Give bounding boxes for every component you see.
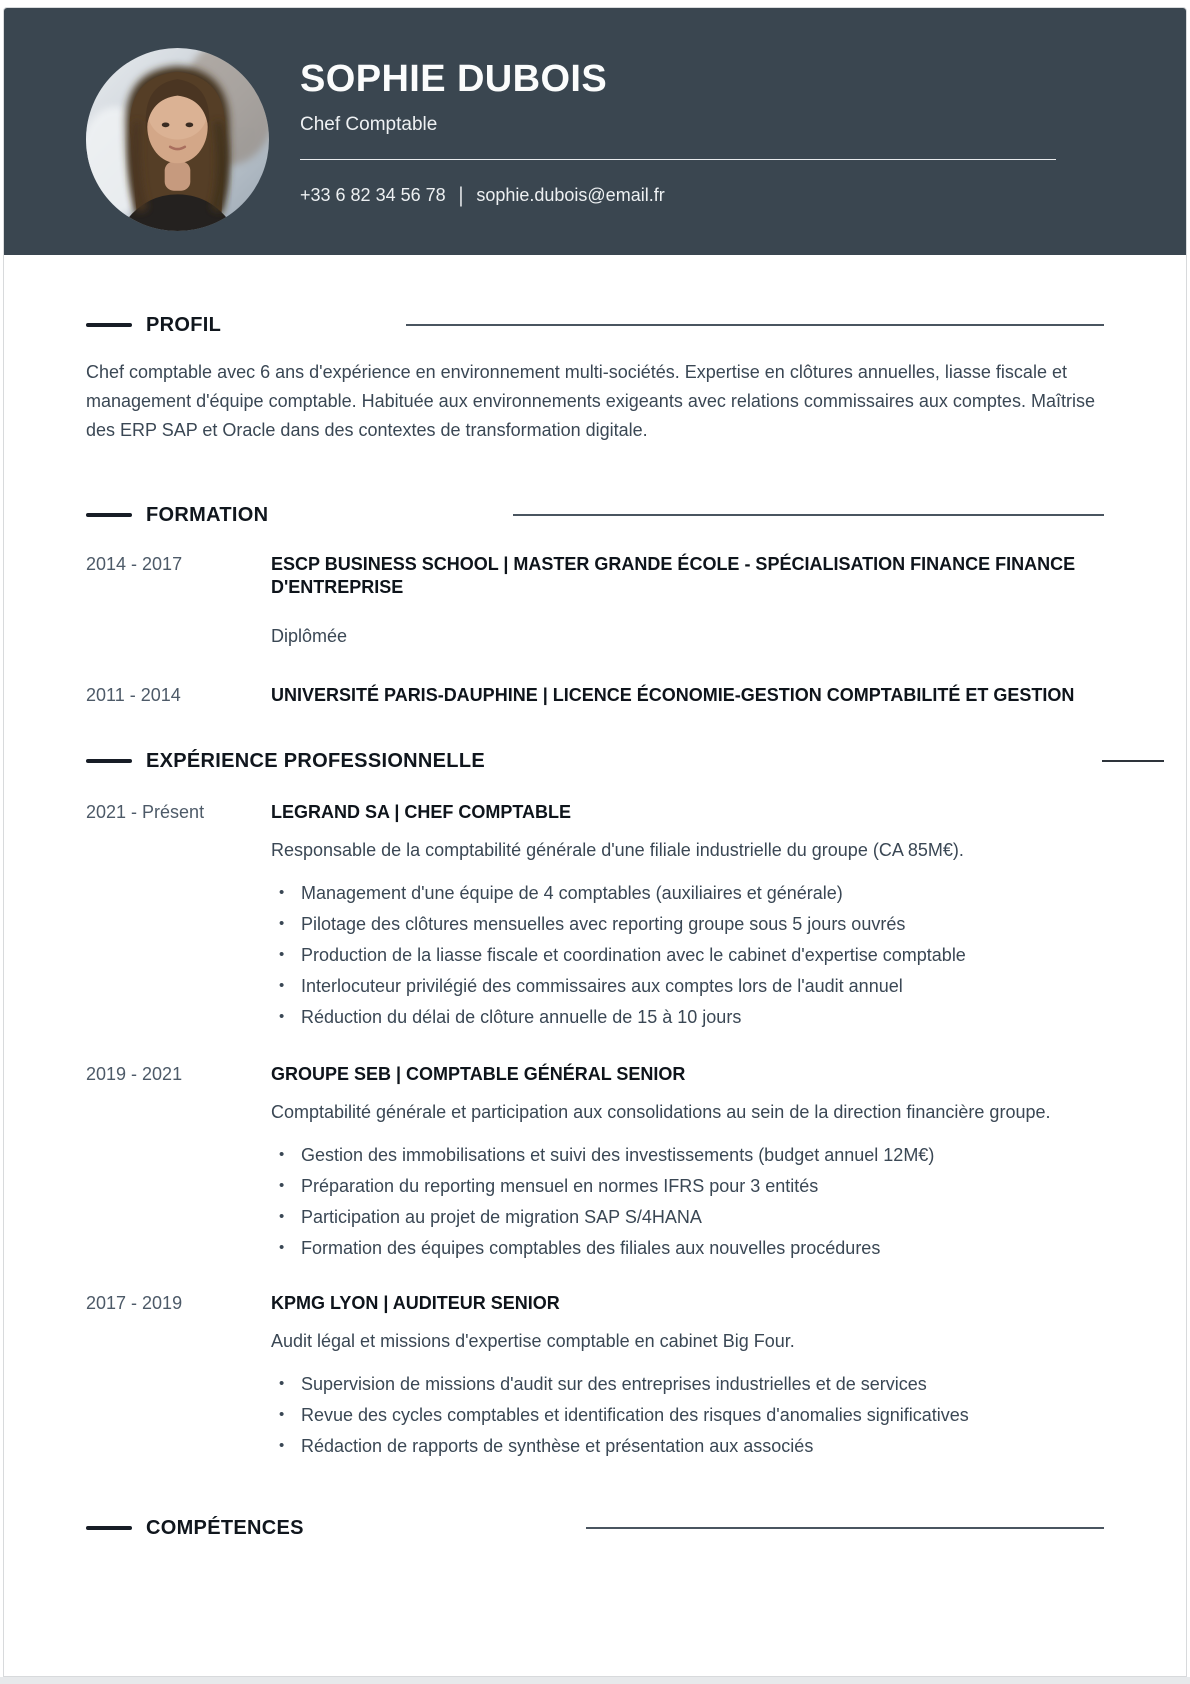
entry-body <box>271 801 1104 1032</box>
bullet-item: • Préparation du reporting mensuel en normes IFRS pour 3 entités <box>271 1172 1104 1201</box>
header-text-block <box>300 48 1104 206</box>
section-header-competences <box>86 1516 1104 1540</box>
job-bullet-list <box>271 879 1104 1032</box>
section-dash-icon <box>86 1526 132 1530</box>
job-bullet-list <box>271 1141 1104 1263</box>
entry-dates: 2014 - 2017 <box>86 554 183 574</box>
resume-body <box>4 313 1186 1540</box>
job-bullet-list <box>271 1370 1104 1461</box>
entry-body <box>271 1063 1104 1263</box>
email-address: sophie.dubois@email.fr <box>476 185 665 205</box>
section-header-formation <box>86 503 1104 527</box>
bullet-item: • Réduction du délai de clôture annuelle de 15 à 10 jours <box>271 1003 1104 1032</box>
bullet-item: • Production de la liasse fiscale et coordination avec le cabinet d'expertise comptable <box>271 941 1104 970</box>
section-header-profil <box>86 313 1104 337</box>
section-rule <box>406 324 1104 326</box>
entry-body <box>271 553 1104 648</box>
bullet-item: • Formation des équipes comptables des filiales aux nouvelles procédures <box>271 1234 1104 1263</box>
section-header-experience <box>86 749 1104 773</box>
degree-title: UNIVERSITÉ PARIS-DAUPHINE | LICENCE ÉCONOMIE-GESTION COMPTABILITÉ ET GESTION <box>271 685 1075 705</box>
formation-entry <box>86 553 1104 648</box>
section-rule <box>586 1527 1104 1529</box>
bullet-item: • Management d'une équipe de 4 comptables (auxiliaires et générale) <box>271 879 1104 908</box>
bullet-item: • Rédaction de rapports de synthèse et présentation aux associés <box>271 1432 1104 1461</box>
job-title-line: LEGRAND SA | CHEF COMPTABLE <box>271 802 572 822</box>
entry-dates: 2011 - 2014 <box>86 685 181 705</box>
candidate-job-title: Chef Comptable <box>300 114 438 135</box>
experience-entry <box>86 801 1104 1032</box>
experience-entry <box>86 1063 1104 1263</box>
section-rule <box>513 514 1104 516</box>
bullet-item: • Participation au projet de migration SAP S/4HANA <box>271 1203 1104 1232</box>
job-title-line: GROUPE SEB | COMPTABLE GÉNÉRAL SENIOR <box>271 1064 686 1084</box>
header-divider <box>300 159 1056 160</box>
section-title-experience: EXPÉRIENCE PROFESSIONNELLE <box>146 750 485 772</box>
profile-photo-graphic <box>86 48 269 231</box>
resume-header <box>4 8 1186 255</box>
entry-body <box>271 1292 1104 1461</box>
candidate-name: SOPHIE DUBOIS <box>300 58 608 100</box>
bullet-item: • Supervision de missions d'audit sur des entreprises industrielles et de services <box>271 1370 1104 1399</box>
bullet-item: • Pilotage des clôtures mensuelles avec reporting groupe sous 5 jours ouvrés <box>271 910 1104 939</box>
contact-line <box>300 182 1104 207</box>
section-dash-icon <box>86 759 132 763</box>
profile-summary: Chef comptable avec 6 ans d'expérience en environnement multi-sociétés. Expertise en clôtures annuelles, liasse fiscale et management d'équipe comptable. Habituée aux environnements exigeants avec relations commissaires aux comptes. Maîtrise des ERP SAP et Oracle dans des contextes de transformation digitale. <box>86 362 1095 440</box>
bullet-item: • Revue des cycles comptables et identification des risques d'anomalies significatives <box>271 1401 1104 1430</box>
bullet-item: • Interlocuteur privilégié des commissaires aux comptes lors de l'audit annuel <box>271 972 1104 1001</box>
job-description: Comptabilité générale et participation aux consolidations au sein de la direction financière groupe. <box>271 1102 1051 1122</box>
job-description: Audit légal et missions d'expertise comptable en cabinet Big Four. <box>271 1331 795 1351</box>
job-description: Responsable de la comptabilité générale d'une filiale industrielle du groupe (CA 85M€). <box>271 840 964 860</box>
contact-separator: | <box>458 182 464 207</box>
formation-entry <box>86 684 1104 707</box>
entry-body <box>271 684 1104 707</box>
entry-dates: 2019 - 2021 <box>86 1064 183 1084</box>
job-title-line: KPMG LYON | AUDITEUR SENIOR <box>271 1293 560 1313</box>
entry-dates: 2017 - 2019 <box>86 1293 183 1313</box>
section-title-competences: COMPÉTENCES <box>146 1517 304 1539</box>
phone-number: +33 6 82 34 56 78 <box>300 185 446 205</box>
degree-note: Diplômée <box>271 626 348 646</box>
page-break-gap <box>0 1677 1190 1684</box>
entry-dates: 2021 - Présent <box>86 802 205 822</box>
profile-photo <box>86 48 269 231</box>
resume-page <box>3 7 1187 1677</box>
section-title-formation: FORMATION <box>146 504 269 526</box>
degree-title: ESCP BUSINESS SCHOOL | MASTER GRANDE ÉCOLE - SPÉCIALISATION FINANCE FINANCE D'ENTREPRISE <box>271 554 1076 597</box>
experience-entry <box>86 1292 1104 1461</box>
section-dash-icon <box>86 323 132 327</box>
section-title-profil: PROFIL <box>146 314 222 336</box>
bullet-item: • Gestion des immobilisations et suivi des investissements (budget annuel 12M€) <box>271 1141 1104 1170</box>
section-rule <box>1102 760 1164 762</box>
section-dash-icon <box>86 513 132 517</box>
